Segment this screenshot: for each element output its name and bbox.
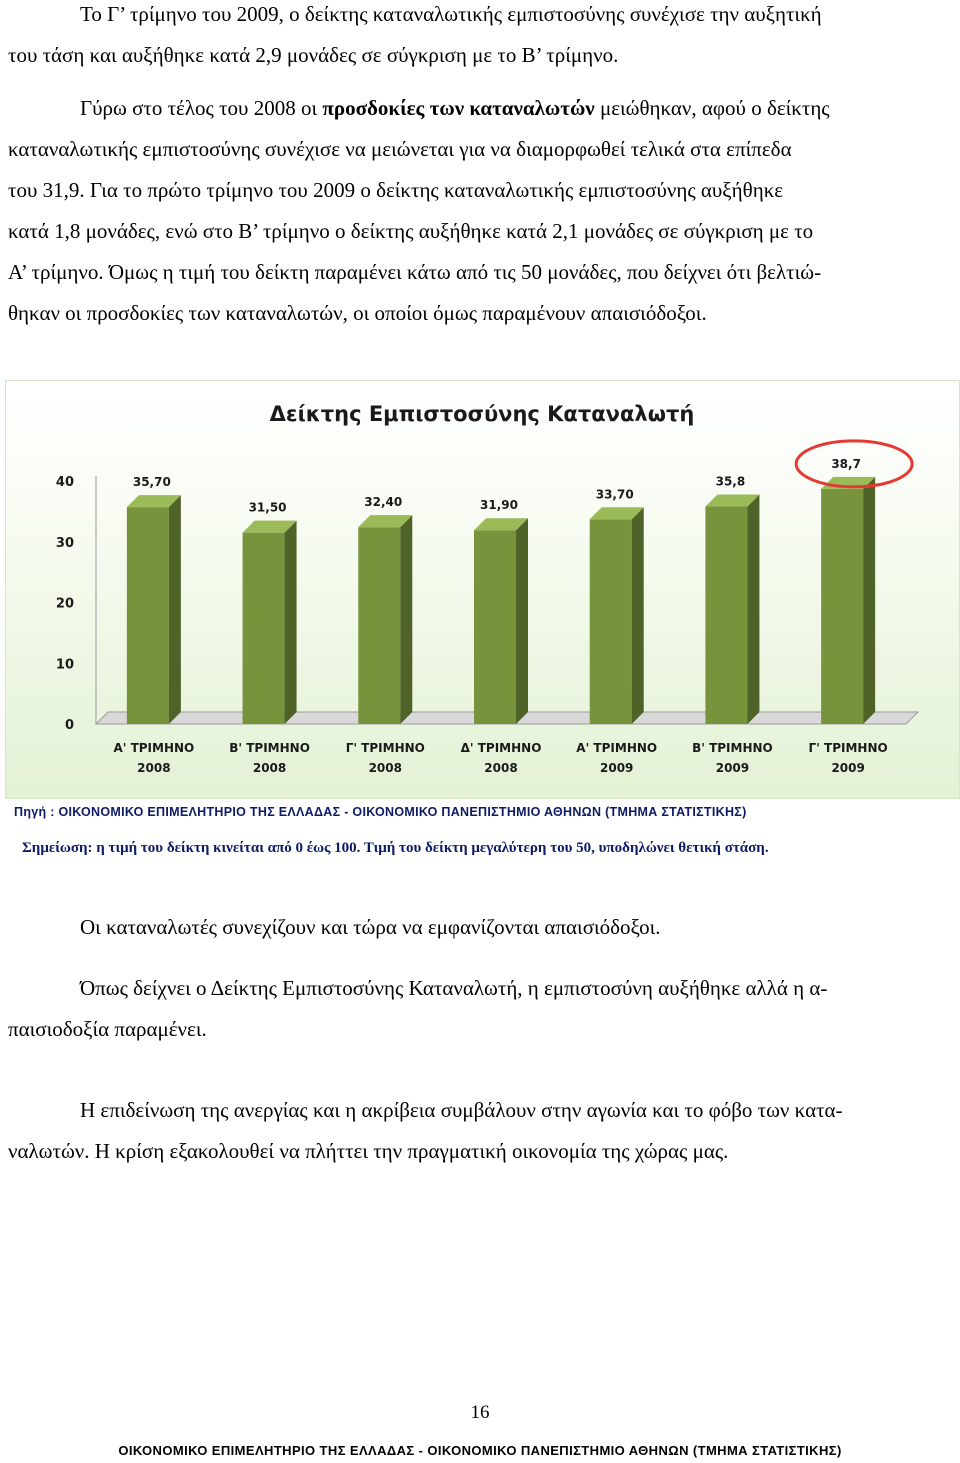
y-tick-label: 10 xyxy=(55,657,74,673)
chart-bar-side xyxy=(169,495,181,724)
chart-bars-group xyxy=(127,474,875,724)
x-tick-year-label: 2008 xyxy=(368,761,402,775)
paragraph-pessimism xyxy=(8,907,944,948)
data-label: 31,90 xyxy=(480,498,518,513)
x-tick-label: Α' ΤΡΙΜΗΝΟ xyxy=(576,741,658,755)
chart-bar xyxy=(474,530,516,724)
paragraph-consumer-expectations xyxy=(8,88,944,334)
chart-title: Δείκτης Εμπιστοσύνης Καταναλωτή xyxy=(269,402,695,426)
data-label: 38,7 xyxy=(831,456,861,471)
x-tick-year-label: 2008 xyxy=(252,761,287,775)
x-tick-label: Α' ΤΡΙΜΗΝΟ xyxy=(113,741,195,755)
paragraph-unemployment xyxy=(8,1090,944,1172)
paragraph-line: του τάση και αυξήθηκε κατά 2,9 μονάδες σε σύγκριση με το Β’ τρίμηνο. xyxy=(8,43,619,67)
chart-bar-side xyxy=(400,515,412,724)
y-tick-label: 0 xyxy=(64,718,74,733)
paragraph-line: παισιοδοξία παραμένει. xyxy=(8,1017,207,1041)
x-tick-label: Β' ΤΡΙΜΗΝΟ xyxy=(692,741,773,755)
x-tick-label: Δ' ΤΡΙΜΗΝΟ xyxy=(460,741,542,755)
chart-bar xyxy=(705,507,747,724)
data-label: 35,70 xyxy=(132,475,171,490)
paragraph-line: Η επιδείνωση της ανεργίας και η ακρίβεια συμβάλουν στην αγωνία και το φόβο των κατα- xyxy=(80,1098,843,1122)
paragraph-line: του 31,9. Για το πρώτο τρίμηνο του 2009 ο δείκτης καταναλωτικής εμπιστοσύνης αυξήθηκε xyxy=(8,178,784,202)
bold-phrase: προσδοκίες των καταναλωτών xyxy=(322,96,595,120)
data-label: 33,70 xyxy=(595,487,634,502)
paragraph-line: κατά 1,8 μονάδες, ενώ στο Β’ τρίμηνο ο δείκτης αυξήθηκε κατά 2,1 μονάδες σε σύγκριση με το xyxy=(8,219,814,243)
chart-bar-side xyxy=(632,507,644,724)
paragraph-line: Οι καταναλωτές συνεχίζουν και τώρα να εμφανίζονται απαισιόδοξοι. xyxy=(80,915,661,939)
x-tick-year-label: 2008 xyxy=(137,761,171,775)
chart-bar xyxy=(821,489,863,724)
y-tick-label: 40 xyxy=(55,475,74,490)
paragraph-line: Όπως δείχνει ο Δείκτης Εμπιστοσύνης Καταναλωτή, η εμπιστοσύνη αυξήθηκε αλλά η α- xyxy=(80,976,828,1000)
chart-bar xyxy=(127,507,169,724)
x-tick-year-label: 2009 xyxy=(600,761,634,775)
x-tick-year-label: 2009 xyxy=(715,761,750,775)
page-footer: ΟΙΚΟΝΟΜΙΚΟ ΕΠΙΜΕΛΗΤΗΡΙΟ ΤΗΣ ΕΛΛΑΔΑΣ - ΟΙΚΟΝΟΜΙΚΟ ΠΑΝΕΠΙΣΤΗΜΙΟ ΑΘΗΝΩΝ (ΤΜΗΜΑ ΣΤΑΤΙΣΤΙΚΗΣ) xyxy=(118,1443,842,1458)
paragraph-index-trend xyxy=(8,968,944,1050)
chart-note: Σημείωση: η τιμή του δείκτη κινείται από 0 έως 100. Τιμή του δείκτη μεγαλύτερη του 50, υποδηλώνει θετική στάση. xyxy=(22,840,769,856)
chart-bar-side xyxy=(285,521,297,724)
data-label: 32,40 xyxy=(364,495,403,510)
x-tick-year-label: 2009 xyxy=(831,761,865,775)
chart-bar xyxy=(243,533,285,724)
y-tick-label: 20 xyxy=(55,596,74,612)
paragraph-line: καταναλωτικής εμπιστοσύνης συνέχισε να μειώνεται για να διαμορφωθεί τελικά στα επίπεδα xyxy=(8,137,792,161)
x-tick-label: Β' ΤΡΙΜΗΝΟ xyxy=(229,741,310,755)
paragraph-line: θηκαν οι προσδοκίες των καταναλωτών, οι οποίοι όμως παραμένουν απαισιόδοξοι. xyxy=(8,301,707,325)
chart-source: Πηγή : ΟΙΚΟΝΟΜΙΚΟ ΕΠΙΜΕΛΗΤΗΡΙΟ ΤΗΣ ΕΛΛΑΔΑΣ - ΟΙΚΟΝΟΜΙΚΟ ΠΑΝΕΠΙΣΤΗΜΙΟ ΑΘΗΝΩΝ (ΤΜΗΜΑ ΣΤΑΤΙΣΤΙΚΗΣ) xyxy=(14,805,747,819)
consumer-confidence-chart xyxy=(5,380,960,799)
x-tick-year-label: 2008 xyxy=(484,761,518,775)
y-tick-label: 30 xyxy=(55,535,74,551)
chart-bar-side xyxy=(747,495,759,724)
chart-bar-side xyxy=(516,518,528,724)
paragraph-line xyxy=(8,88,944,129)
data-label: 31,50 xyxy=(248,500,287,515)
chart-canvas xyxy=(6,381,959,798)
chart-bar xyxy=(590,519,632,724)
text-run: Γύρω στο τέλος του 2008 οι xyxy=(80,96,323,120)
text-run: μειώθηκαν, αφού ο δείκτης xyxy=(594,96,830,120)
chart-bar xyxy=(358,527,400,724)
paragraph-line: ναλωτών. Η κρίση εξακολουθεί να πλήττει την πραγματική οικονομία της χώρας μας. xyxy=(8,1139,729,1163)
page-number: 16 xyxy=(470,1402,490,1423)
paragraph-q3-2009 xyxy=(8,0,944,76)
chart-bar-side xyxy=(863,477,875,724)
x-tick-label: Γ' ΤΡΙΜΗΝΟ xyxy=(345,741,425,755)
x-tick-label: Γ' ΤΡΙΜΗΝΟ xyxy=(808,741,888,755)
paragraph-line: Α’ τρίμηνο. Όμως η τιμή του δείκτη παραμένει κάτω από τις 50 μονάδες, που δείχνει ότι βελτιώ- xyxy=(8,260,822,284)
paragraph-line: Το Γ’ τρίμηνο του 2009, ο δείκτης καταναλωτικής εμπιστοσύνης συνέχισε την αυξητική xyxy=(80,2,822,26)
data-label: 35,8 xyxy=(715,474,746,489)
